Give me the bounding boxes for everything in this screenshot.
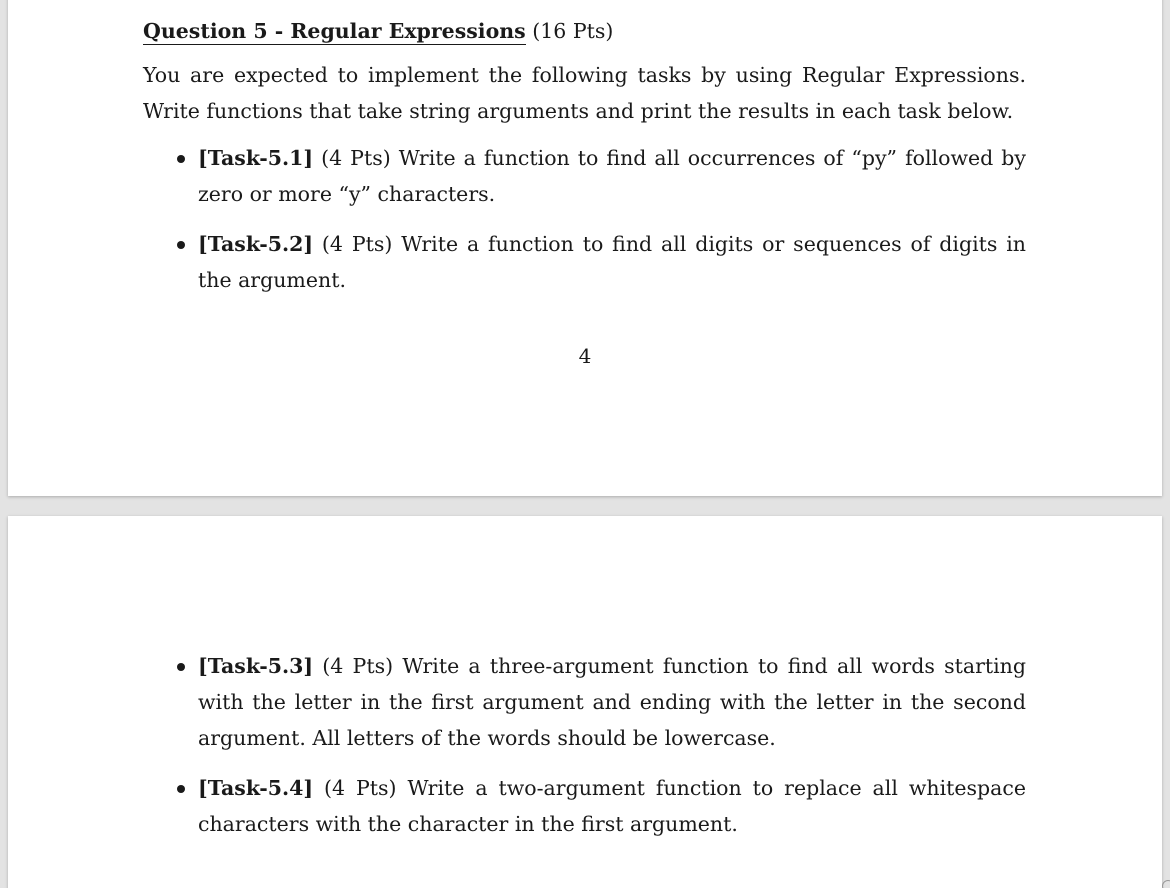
task-item	[143, 140, 1026, 212]
task-id: [Task-5.1]	[198, 146, 314, 170]
task-text: (4 Pts) Write a three-argument function to find all words starting with the letter in the first argument and ending with the letter in the second argument. All letters of the words should be lowercase.	[198, 654, 1026, 750]
task-text: (4 Pts) Write a two-argument function to replace all whitespace characters with the character in the first argument.	[198, 776, 1026, 836]
bullet-icon	[177, 241, 185, 249]
task-id: [Task-5.4]	[198, 776, 314, 800]
question-points: (16 Pts)	[532, 19, 614, 43]
page-number: 4	[578, 344, 592, 368]
task-text: (4 Pts) Write a function to find all occurrences of “py” followed by zero or more “y” characters.	[198, 146, 1026, 206]
question-title: Question 5 - Regular Expressions	[143, 19, 526, 43]
bullet-icon	[177, 785, 185, 793]
page-5	[8, 516, 1162, 888]
page-content	[143, 648, 1026, 856]
question-intro: You are expected to implement the following tasks by using Regular Expressions. Write functions that take string arguments and print the results in each task below.	[143, 63, 1026, 123]
question-heading	[143, 13, 1026, 49]
page-4	[8, 0, 1162, 496]
task-item	[143, 770, 1026, 842]
resize-handle-icon[interactable]	[1162, 880, 1170, 888]
bullet-icon	[177, 663, 185, 671]
task-item	[143, 648, 1026, 756]
task-id: [Task-5.2]	[198, 232, 314, 256]
bullet-icon	[177, 155, 185, 163]
task-item	[143, 226, 1026, 298]
task-list	[143, 140, 1026, 298]
task-text: (4 Pts) Write a function to find all digits or sequences of digits in the argument.	[198, 232, 1026, 292]
task-list	[143, 648, 1026, 842]
page-content	[143, 13, 1026, 312]
task-id: [Task-5.3]	[198, 654, 314, 678]
